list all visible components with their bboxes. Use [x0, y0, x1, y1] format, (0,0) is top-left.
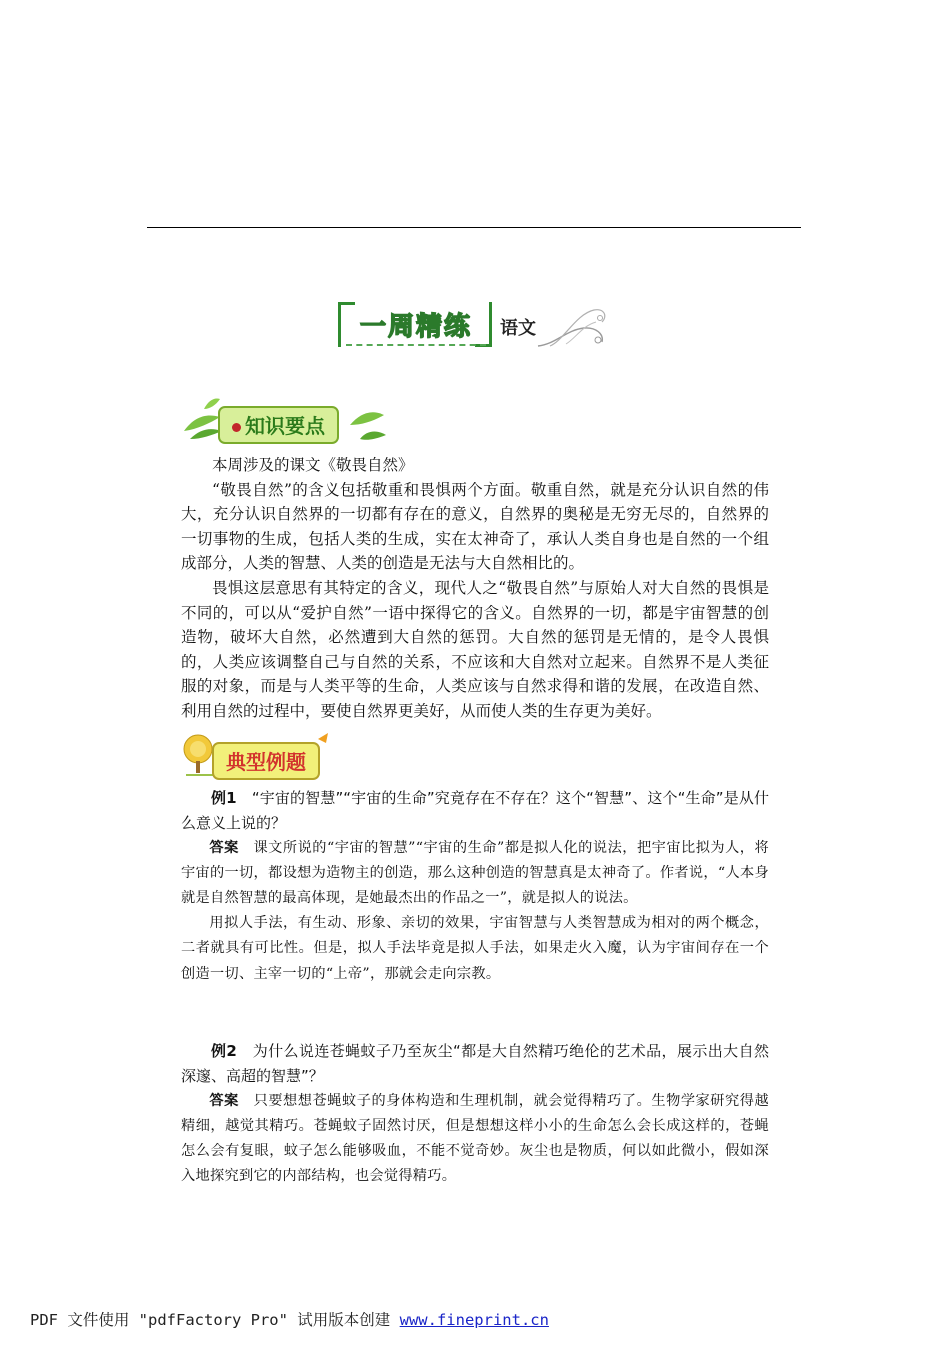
example-answer: [181, 836, 769, 912]
example-question-text: “宇宙的智慧”“宇宙的生命”究竟存在不存在？这个“智慧”、这个“生命”是从什么意义上说的？: [181, 789, 769, 832]
example-label: 例1: [211, 789, 237, 807]
page-banner: [338, 296, 610, 356]
banner-title: 一周精练: [359, 312, 472, 342]
answer-text: 只要想想苍蝇蚊子的身体构造和生理机制，就会觉得精巧了。生物学家研究得越精细，越觉其精巧。苍蝇蚊子固然讨厌，但是想想这样小小的生命怎么会长成这样的，苍蝇怎么会有复眼，蚊子怎么能够吸血，不能不觉奇妙。灰尘也是物质，何以如此微小，假如深入地探究到它的内部结构，也会觉得精巧。: [181, 1092, 769, 1185]
example-label: 例2: [211, 1042, 237, 1060]
ladybug-icon: [232, 423, 241, 432]
knowledge-paragraph: “敬畏自然”的含义包括敬重和畏惧两个方面。敬重自然，就是充分认识自然的伟大，充分认识自然界的一切都有存在的意义，自然界的奥秘是无穷无尽的，自然界的一切事物的生成，包括人类的生成，实在太神奇了，承认人类自身也是自然的一个组成部分，人类的智慧、人类的创造是无法与大自然相比的。: [181, 480, 769, 573]
footer-link[interactable]: www.fineprint.cn: [399, 1311, 549, 1329]
answer-label: 答案: [209, 1092, 239, 1109]
swirl-ornament-icon: [536, 300, 610, 352]
knowledge-paragraph: 本周涉及的课文《敬畏自然》: [212, 456, 414, 474]
knowledge-paragraph: 畏惧这层意思有其特定的含义，现代人之“敬畏自然”与原始人对大自然的畏惧是不同的，可以从“爱护自然”一语中探得它的含义。自然界的一切，都是宇宙智慧的创造物，破坏大自然，必然遭到大自然的惩罚。大自然的惩罚是无情的，是令人畏惧的，人类应该调整自己与自然的关系，不应该和大自然对立起来。自然界不是人类征服的对象，而是与人类平等的生命，人类应该与自然求得和谐的发展，在改造自然、利用自然的过程中，要使自然界更美好，从而使人类的生存更为美好。: [181, 578, 769, 720]
top-rule: [147, 227, 801, 228]
pdf-footer: [30, 1308, 549, 1330]
example-heading-label: 典型例题: [212, 742, 320, 780]
example-question-text: 为什么说连苍蝇蚊子乃至灰尘“都是大自然精巧绝伦的艺术品，展示出大自然深邃、高超的智慧”？: [181, 1042, 769, 1085]
banner-left-bracket: [338, 302, 355, 347]
example-2: [181, 1039, 769, 1189]
banner-subject: 语文: [500, 318, 536, 339]
answer-text: 课文所说的“宇宙的智慧”“宇宙的生命”都是拟人化的说法，把宇宙比拟为人，将宇宙的一切，都设想为造物主的创造，那么这种创造的智慧真是太神奇了。作者说，“人本身就是自然智慧的最高体现，是她最杰出的作品之一”，就是拟人的说法。: [181, 839, 769, 906]
footer-text: PDF 文件使用 "pdfFactory Pro" 试用版本创建: [30, 1311, 400, 1329]
knowledge-body: [181, 453, 769, 724]
knowledge-section-heading: [180, 395, 390, 445]
example-answer: [181, 1089, 769, 1190]
knowledge-heading-text: 知识要点: [245, 414, 325, 438]
example-question: [181, 786, 769, 836]
example-answer-continued: 用拟人手法，有生动、形象、亲切的效果，宇宙智慧与人类智慧成为相对的两个概念，二者就具有可比性。但是，拟人手法毕竟是拟人手法，如果走火入魔，认为宇宙间存在一个创造一切、主宰一切的“上帝”，那就会走向宗教。: [181, 915, 769, 982]
knowledge-heading-label: [218, 406, 339, 444]
banner-dash-line: [346, 344, 486, 346]
example-section-heading: [178, 731, 338, 781]
example-question: [181, 1039, 769, 1089]
example-1: [181, 786, 769, 987]
answer-label: 答案: [209, 839, 239, 856]
